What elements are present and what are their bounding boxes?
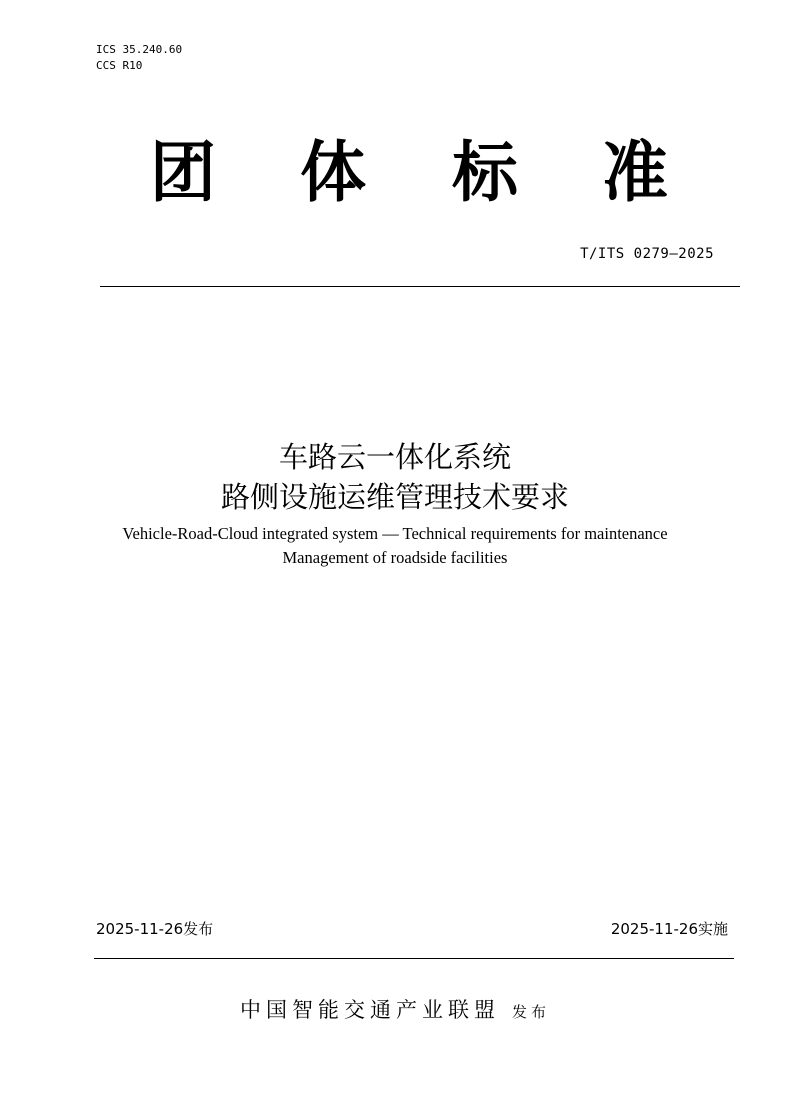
title-cn-line2: 路侧设施运维管理技术要求 bbox=[220, 480, 569, 514]
publisher-action: 发布 bbox=[511, 1003, 550, 1021]
ics-code: ICS 35.240.60 bbox=[96, 43, 183, 56]
title-en-line2: Management of roadside facilities bbox=[282, 548, 508, 567]
title-en-line1: Vehicle-Road-Cloud integrated system — Technical requirements for maintenance bbox=[122, 524, 668, 543]
standard-type-char-4: 准 bbox=[602, 134, 668, 211]
standard-type-char-2: 体 bbox=[300, 134, 366, 211]
publisher-org: 中国智能交通产业联盟 bbox=[239, 998, 500, 1022]
standard-number: T/ITS 0279—2025 bbox=[580, 246, 714, 262]
standard-type-heading bbox=[100, 128, 700, 218]
top-divider bbox=[100, 286, 740, 287]
ccs-code: CCS R10 bbox=[96, 59, 143, 72]
publish-date: 2025-11-26发布 bbox=[96, 920, 214, 938]
classification-codes bbox=[96, 42, 182, 74]
title-cn-line1: 车路云一体化系统 bbox=[278, 440, 511, 474]
standard-type-char-1: 团 bbox=[150, 134, 216, 211]
publisher-line bbox=[0, 994, 790, 1024]
standard-type-char-3: 标 bbox=[452, 134, 518, 211]
implement-date: 2025-11-26实施 bbox=[610, 920, 728, 938]
bottom-divider bbox=[94, 958, 734, 959]
